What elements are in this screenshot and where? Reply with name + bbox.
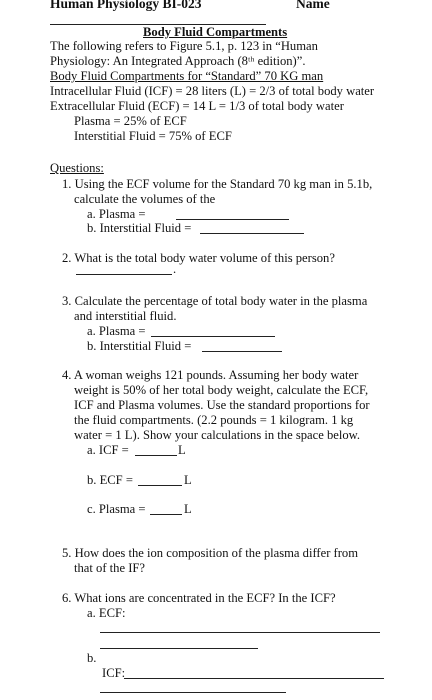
question-3b-answer-line[interactable] bbox=[202, 351, 282, 352]
icf-definition: Intracellular Fluid (ICF) = 28 liters (L) = 2/3 of total body water bbox=[50, 84, 375, 98]
question-6a-answer-line-1[interactable] bbox=[100, 632, 380, 633]
question-4-line-4: the fluid compartments. (2.2 pounds = 1 kilogram. 1 kg bbox=[74, 413, 354, 427]
question-4c-answer-line[interactable] bbox=[150, 514, 182, 515]
question-4c-unit: L bbox=[184, 502, 192, 516]
question-4b-answer-line[interactable] bbox=[138, 485, 182, 486]
question-3a-label: a. Plasma = bbox=[87, 324, 146, 338]
question-1a-label: a. Plasma = bbox=[87, 207, 146, 221]
plasma-definition: Plasma = 25% of ECF bbox=[74, 114, 187, 128]
question-4a-unit: L bbox=[178, 443, 186, 457]
question-2-period: . bbox=[173, 262, 177, 276]
question-6-line-1: 6. What ions are concentrated in the ECF? In the ICF? bbox=[62, 591, 336, 605]
question-1-line-1: 1. Using the ECF volume for the Standard 70 kg man in 5.1b, bbox=[62, 177, 373, 191]
question-1a-answer-line[interactable] bbox=[176, 219, 289, 220]
question-3b-label: b. Interstitial Fluid = bbox=[87, 339, 192, 353]
question-6a-answer-line-2[interactable] bbox=[100, 648, 258, 649]
question-4a-label: a. ICF = bbox=[87, 443, 129, 457]
question-1-line-2: calculate the volumes of the bbox=[74, 192, 216, 206]
question-4-line-1: 4. A woman weighs 121 pounds. Assuming her body water bbox=[62, 368, 359, 382]
name-label: Name bbox=[296, 0, 330, 11]
question-4a-answer-line[interactable] bbox=[135, 455, 177, 456]
question-4b-label: b. ECF = bbox=[87, 473, 133, 487]
question-6-icf-label: ICF: bbox=[102, 666, 126, 680]
questions-label: Questions: bbox=[50, 161, 104, 175]
question-5-line-1: 5. How does the ion composition of the plasma differ from bbox=[62, 546, 359, 560]
intro-line-2: Physiology: An Integrated Approach (8ᵗʰ edition)”. bbox=[50, 54, 306, 68]
question-6b-label: b. bbox=[87, 651, 97, 665]
question-3-line-1: 3. Calculate the percentage of total body water in the plasma bbox=[62, 294, 368, 308]
question-4-line-3: ICF and Plasma volumes. Use the standard proportions for bbox=[74, 398, 370, 412]
ecf-definition: Extracellular Fluid (ECF) = 14 L = 1/3 of total body water bbox=[50, 99, 344, 113]
question-4-line-2: weight is 50% of her total body weight, calculate the ECF, bbox=[74, 383, 369, 397]
intro-subtitle: Body Fluid Compartments for “Standard” 70 KG man bbox=[50, 69, 324, 83]
interstitial-definition: Interstitial Fluid = 75% of ECF bbox=[74, 129, 232, 143]
question-2-line-1: 2. What is the total body water volume of this person? bbox=[62, 251, 335, 265]
intro-line-1: The following refers to Figure 5.1, p. 123 in “Human bbox=[50, 39, 318, 53]
question-2-answer-line[interactable] bbox=[76, 274, 172, 275]
question-4c-label: c. Plasma = bbox=[87, 502, 146, 516]
question-3-line-2: and interstitial fluid. bbox=[74, 309, 177, 323]
question-4b-unit: L bbox=[184, 473, 192, 487]
question-6-icf-answer-line[interactable] bbox=[124, 678, 384, 679]
question-6-icf-answer-line-2[interactable] bbox=[100, 692, 286, 693]
question-4-line-5: water = 1 L). Show your calculations in the space below. bbox=[74, 428, 361, 442]
section-title: Body Fluid Compartments bbox=[143, 25, 288, 39]
question-3a-answer-line[interactable] bbox=[151, 336, 275, 337]
question-5-line-2: that of the IF? bbox=[74, 561, 145, 575]
course-title: Human Physiology BI-023 bbox=[50, 0, 202, 11]
question-1b-answer-line[interactable] bbox=[200, 233, 304, 234]
question-6a-label: a. ECF: bbox=[87, 606, 126, 620]
question-1b-label: b. Interstitial Fluid = bbox=[87, 221, 192, 235]
